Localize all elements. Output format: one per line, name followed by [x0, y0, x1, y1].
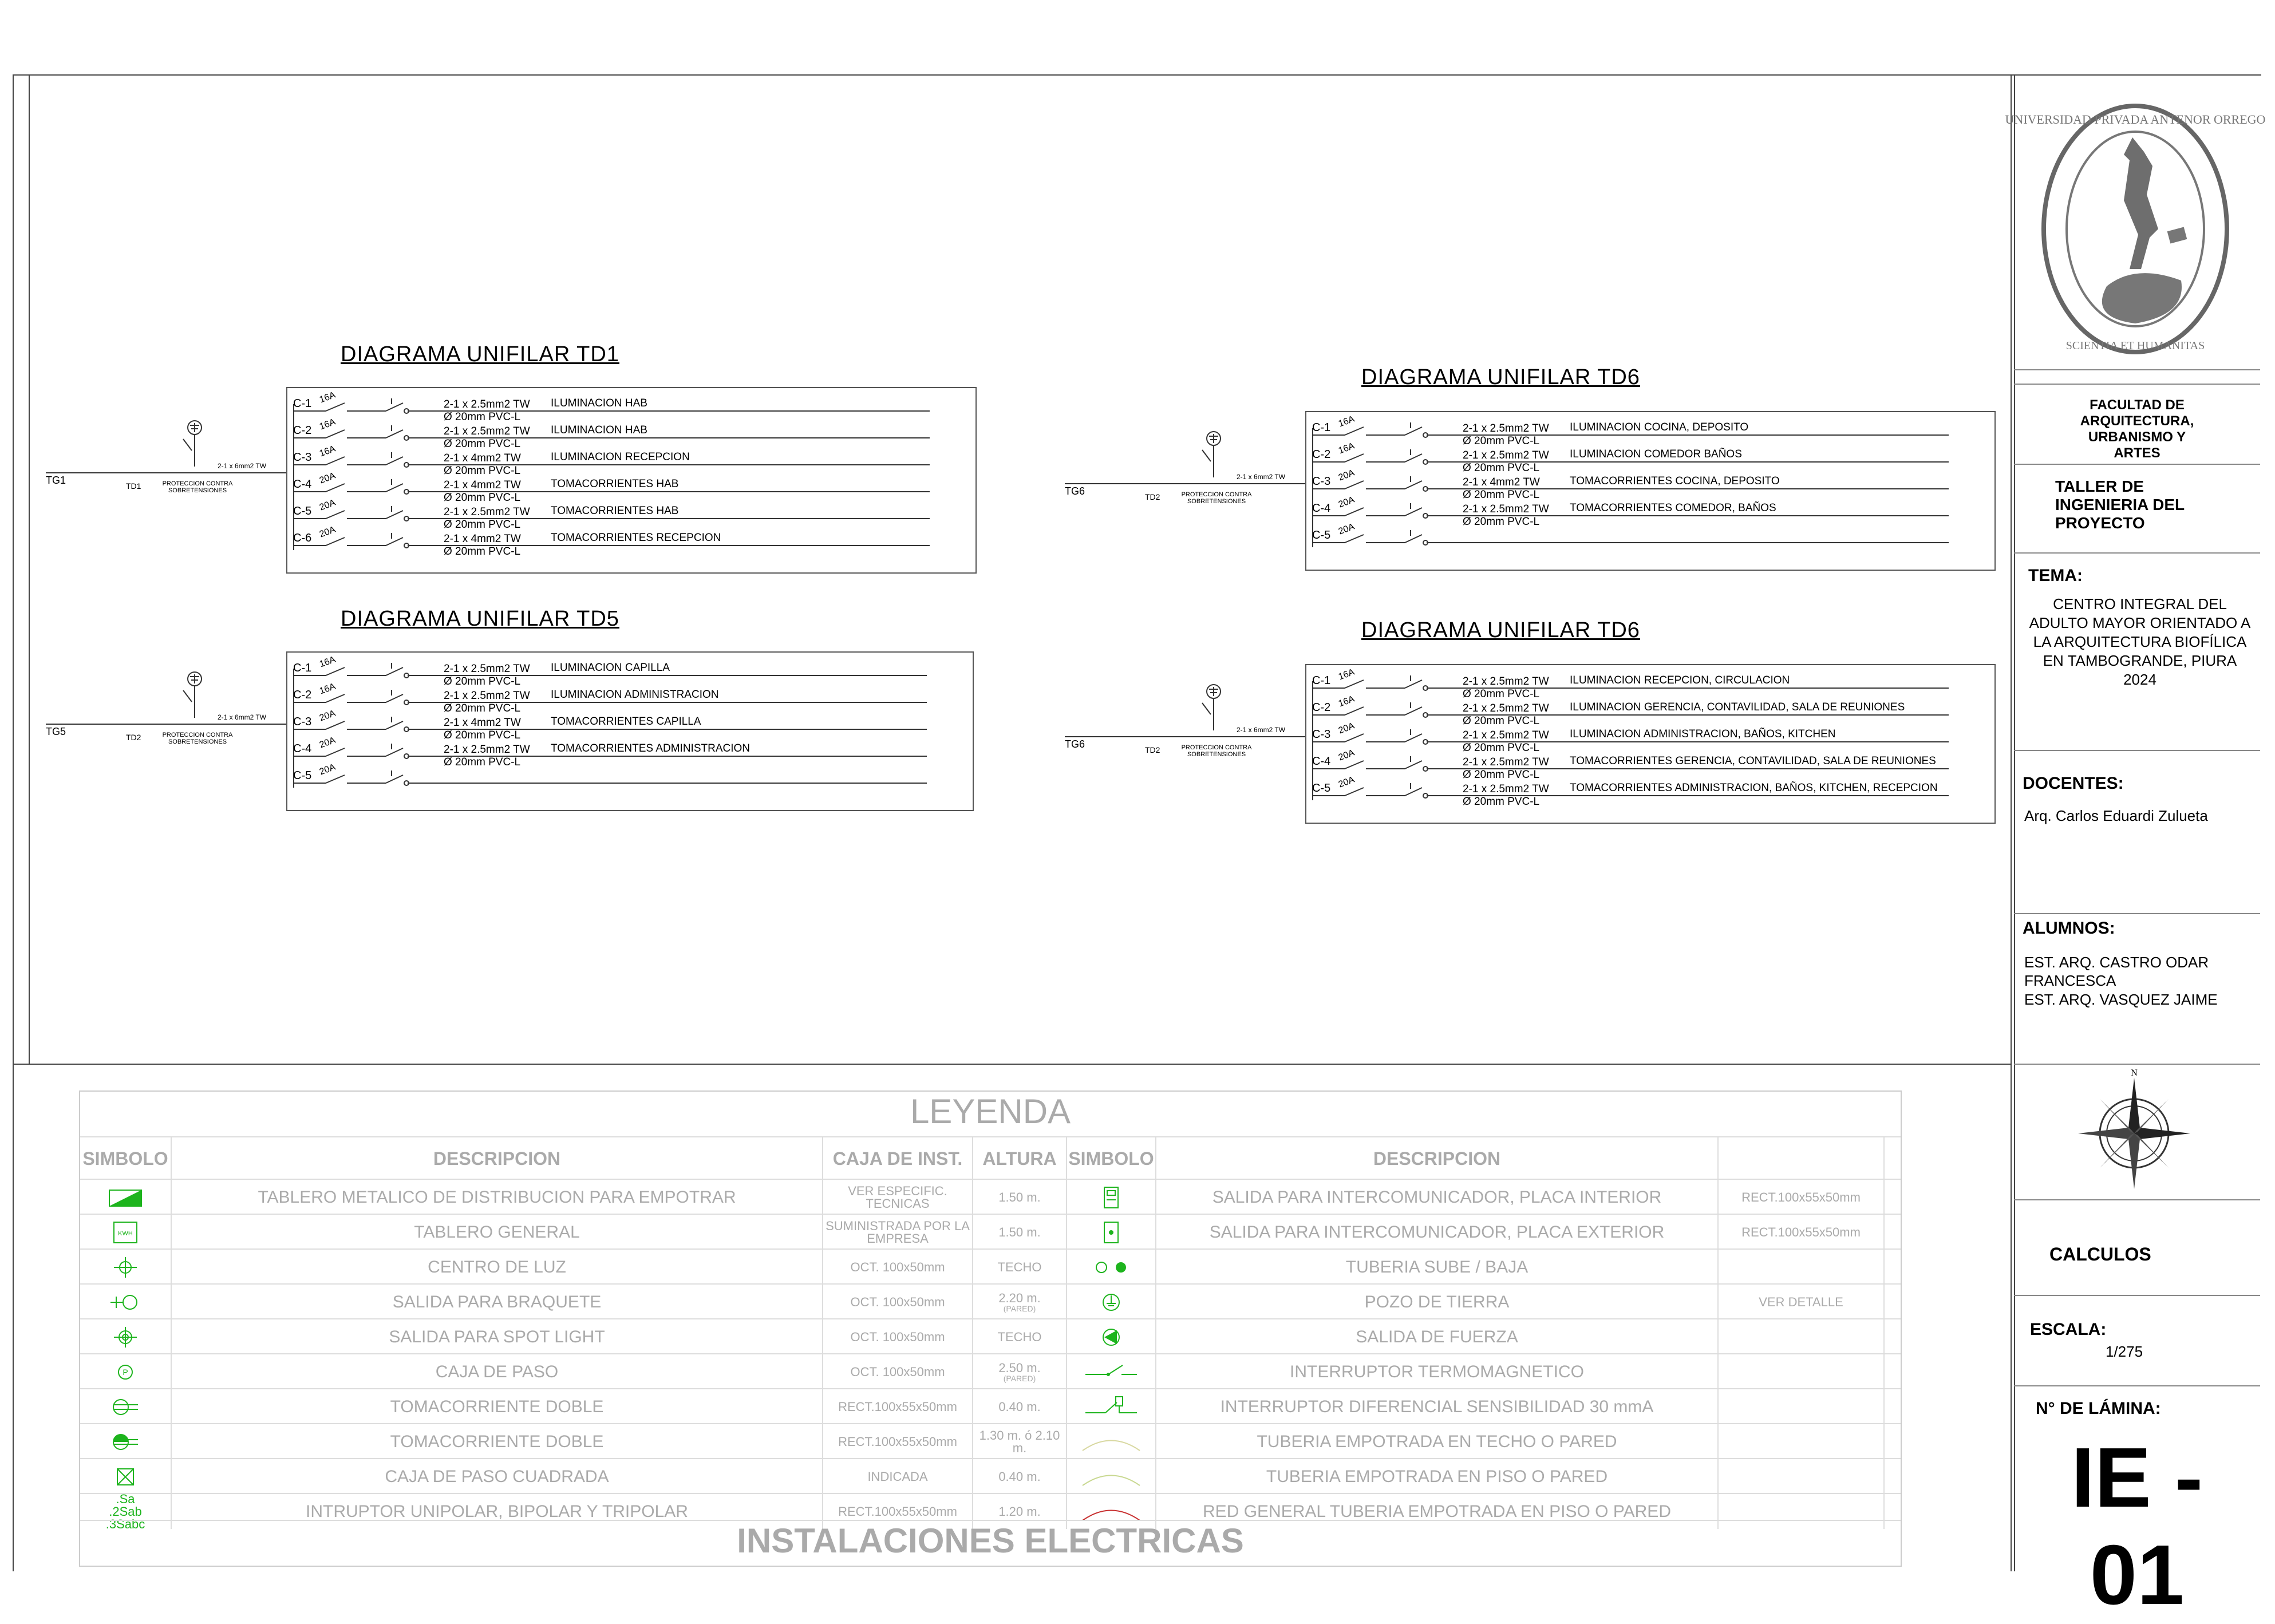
circuit-conduit: Ø 20mm PVC-L [444, 756, 521, 768]
frame-left [13, 74, 14, 1571]
breaker-icon [1313, 674, 1445, 697]
protection-label: PROTECCION CONTRA SOBRETENSIONES [162, 480, 233, 494]
breaker-icon [294, 424, 426, 447]
legend-box-type: OCT. 100x50mm [822, 1319, 972, 1354]
legend-box-type: RECT.100x55x50mm [822, 1424, 972, 1459]
legend-height [972, 1285, 1066, 1319]
circuit-cable: 2-1 x 2.5mm2 TW [1463, 449, 1549, 461]
circuit-rating: 16A [318, 390, 337, 405]
main-cable: 2-1 x 6mm2 TW [1237, 725, 1286, 734]
tablero-metalico-icon [80, 1180, 171, 1215]
circuit-rating: 16A [318, 654, 337, 670]
legend-box-type: OCT. 100x50mm [822, 1354, 972, 1389]
legend-description: TOMACORRIENTE DOBLE [171, 1424, 822, 1459]
switch-symbol-text: .Sa .2Sab .3Sabc [105, 1491, 145, 1531]
circuit-id: C-1 [1312, 674, 1331, 687]
breaker-icon [294, 478, 426, 501]
circuit-rating: 20A [1337, 721, 1356, 736]
legend-height: 1.20 m. [972, 1494, 1066, 1529]
legend-row [80, 1353, 1901, 1389]
docentes-label: DOCENTES: [2023, 774, 2124, 793]
caja-paso-icon [80, 1354, 171, 1389]
north-label: N [2131, 1068, 2138, 1078]
circuit-description: ILUMINACION HAB [551, 397, 647, 409]
legend-table [79, 1090, 1902, 1567]
legend-footer: INSTALACIONES ELECTRICAS [80, 1520, 1901, 1560]
circuit-id: C-3 [1312, 475, 1331, 488]
legend-height-value: 2.20 m. [998, 1290, 1041, 1305]
protection-label: PROTECCION CONTRA SOBRETENSIONES [1181, 491, 1252, 505]
circuit-cable: 2-1 x 4mm2 TW [444, 479, 521, 491]
circuit-rating: 20A [1337, 468, 1356, 483]
breaker-icon [1313, 475, 1445, 498]
legend-row [80, 1179, 1901, 1215]
legend-row [80, 1318, 1901, 1354]
legend-box-type-2 [1717, 1389, 1883, 1424]
circuit-description: TOMACORRIENTES GERENCIA, CONTAVILIDAD, SALA DE REUNIONES [1570, 755, 1936, 767]
tuberia-techo-icon [1066, 1424, 1155, 1459]
calculos-label: CALCULOS [2049, 1244, 2151, 1265]
circuit-cable: 2-1 x 2.5mm2 TW [444, 663, 530, 675]
frame-top [13, 74, 2261, 76]
legend-header-symbol: SIMBOLO [82, 1148, 168, 1169]
circuit-id: C-2 [1312, 701, 1331, 714]
circuit-conduit: Ø 20mm PVC-L [444, 465, 521, 477]
circuit-id: C-4 [293, 742, 312, 755]
legend-description: TABLERO GENERAL [171, 1215, 822, 1250]
circuit-line [1427, 542, 1949, 543]
legend-box-type: SUMINISTRADA POR LA EMPRESA [822, 1215, 972, 1250]
escala-value: 1/275 [2106, 1343, 2143, 1360]
escala-label: ESCALA: [2030, 1320, 2107, 1339]
board-label: TD2 [126, 732, 141, 742]
circuit-conduit: Ø 20mm PVC-L [444, 702, 521, 714]
circuit-rating: 20A [318, 497, 337, 513]
circuit-id: C-5 [1312, 529, 1331, 542]
legend-box-type-2 [1717, 1250, 1883, 1285]
circuit-rating: 20A [318, 524, 337, 540]
circuit-id: C-2 [293, 689, 312, 701]
legend-description: CAJA DE PASO CUADRADA [171, 1459, 822, 1494]
breaker-icon [294, 742, 426, 765]
spot-light-icon [80, 1319, 171, 1354]
legend-box-type-2 [1717, 1459, 1883, 1494]
university-seal [2005, 97, 2266, 361]
legend-box-type: RECT.100x55x50mm [822, 1494, 972, 1529]
circuit-description: TOMACORRIENTES ADMINISTRACION [551, 742, 751, 754]
circuit-rating: 16A [318, 681, 337, 697]
circuit-rating: 20A [1337, 521, 1356, 537]
tb-tema-sec [2014, 552, 2260, 748]
board-label: TD2 [1145, 492, 1160, 501]
circuit-conduit: Ø 20mm PVC-L [444, 411, 521, 423]
legend-header-row [80, 1136, 1901, 1180]
legend-header-height-2 [1883, 1137, 1901, 1180]
legend-description: CAJA DE PASO [171, 1354, 822, 1389]
surge-protector-icon [166, 667, 212, 719]
circuit-cable: 2-1 x 2.5mm2 TW [1463, 503, 1549, 515]
breaker-icon [294, 769, 426, 792]
circuit-cable: 2-1 x 2.5mm2 TW [1463, 702, 1549, 714]
diagram-title: DIAGRAMA UNIFILAR TD1 [341, 342, 619, 366]
alumno-2: EST. ARQ. VASQUEZ JAIME [2024, 991, 2218, 1008]
breaker-icon [1313, 448, 1445, 471]
circuit-id: C-5 [293, 505, 312, 517]
legend-height: 1.50 m. [972, 1180, 1066, 1215]
circuit-cable: 2-1 x 4mm2 TW [444, 533, 521, 545]
legend-height: 0.40 m. [972, 1459, 1066, 1494]
circuit-description: ILUMINACION COMEDOR BAÑOS [1570, 448, 1742, 460]
breaker-icon [1313, 421, 1445, 444]
circuit-description: TOMACORRIENTES COCINA, DEPOSITO [1570, 475, 1780, 487]
circuit-id: C-5 [1312, 782, 1331, 795]
feeder-line [46, 724, 286, 725]
feeder-label: TG6 [1065, 738, 1085, 750]
legend-header-description: DESCRIPCION [171, 1137, 822, 1180]
breaker-icon [1313, 701, 1445, 724]
legend-header-description-2: DESCRIPCION [1155, 1137, 1717, 1180]
diagram-title: DIAGRAMA UNIFILAR TD6 [1361, 618, 1640, 642]
legend-row [80, 1388, 1901, 1424]
circuit-conduit: Ø 20mm PVC-L [1463, 742, 1540, 754]
surge-protector-icon [1185, 680, 1231, 732]
circuit-cable: 2-1 x 2.5mm2 TW [444, 398, 530, 410]
course-name: TALLER DE INGENIERIA DEL PROYECTO [2055, 477, 2185, 532]
legend-row [80, 1458, 1901, 1494]
legend-description-2: SALIDA PARA INTERCOMUNICADOR, PLACA INTERIOR [1155, 1180, 1717, 1215]
legend-description-2: TUBERIA EMPOTRADA EN TECHO O PARED [1155, 1424, 1717, 1459]
breaker-icon [1313, 728, 1445, 751]
breaker-icon [1313, 529, 1445, 552]
circuit-cable: 2-1 x 2.5mm2 TW [1463, 783, 1549, 795]
circuit-id: C-2 [1312, 448, 1331, 461]
circuit-cable: 2-1 x 2.5mm2 TW [444, 690, 530, 702]
breaker-icon [294, 451, 426, 474]
tomacorriente-doble-2-icon [80, 1424, 171, 1459]
legend-header-box-2 [1717, 1137, 1883, 1180]
circuit-description: ILUMINACION ADMINISTRACION, BAÑOS, KITCHEN [1570, 728, 1836, 740]
tb-escala-sec [2014, 1295, 2260, 1370]
diagram-title: DIAGRAMA UNIFILAR TD5 [341, 607, 619, 631]
termomagnetico-icon [1066, 1354, 1155, 1389]
circuit-conduit: Ø 20mm PVC-L [444, 729, 521, 741]
legend-height-note: (PARED) [1003, 1303, 1036, 1313]
tuberia-sube-baja-icon [1066, 1250, 1155, 1285]
main-cable: 2-1 x 6mm2 TW [1237, 472, 1286, 481]
legend-description: INTRUPTOR UNIPOLAR, BIPOLAR Y TRIPOLAR [171, 1494, 822, 1529]
legend-height-2 [1883, 1180, 1901, 1215]
legend-description-2: INTERRUPTOR DIFERENCIAL SENSIBILIDAD 30 mmA [1155, 1389, 1717, 1424]
legend-header-height: ALTURA [972, 1137, 1066, 1180]
circuit-cable: 2-1 x 2.5mm2 TW [444, 425, 530, 437]
legend-height-2 [1883, 1319, 1901, 1354]
breaker-icon [294, 716, 426, 738]
tuberia-piso-icon [1066, 1459, 1155, 1494]
seal-bottom-text: SCIENTIA ET HUMANITAS [2065, 339, 2205, 352]
feeder-label: TG1 [46, 475, 66, 486]
docente-name: Arq. Carlos Eduardi Zulueta [2024, 807, 2208, 824]
circuit-cable: 2-1 x 2.5mm2 TW [444, 506, 530, 518]
tb-faculty-sec2 [2014, 384, 2260, 461]
circuit-line [408, 783, 927, 784]
legend-box-type-2: RECT.100x55x50mm [1717, 1215, 1883, 1250]
circuit-cable: 2-1 x 2.5mm2 TW [1463, 422, 1549, 434]
legend-row [80, 1248, 1901, 1285]
tema-text: CENTRO INTEGRAL DEL ADULTO MAYOR ORIENTADO A LA ARQUITECTURA BIOFÍLICA EN TAMBOGRANDE, PIURA 2024 [2029, 595, 2251, 688]
breaker-icon [1313, 502, 1445, 525]
circuit-rating: 20A [1337, 748, 1356, 763]
legend-description: CENTRO DE LUZ [171, 1250, 822, 1285]
legend-box-type: RECT.100x55x50mm [822, 1389, 972, 1424]
tb-lamina-sec [2014, 1385, 2260, 1622]
circuit-description: ILUMINACION ADMINISTRACION [551, 689, 719, 701]
circuit-description: TOMACORRIENTES RECEPCION [551, 532, 721, 544]
circuit-id: C-3 [1312, 728, 1331, 741]
svg-text:P: P [123, 1367, 128, 1377]
circuit-conduit: Ø 20mm PVC-L [1463, 489, 1540, 501]
circuit-description: TOMACORRIENTES HAB [551, 478, 679, 490]
legend-row [80, 1283, 1901, 1319]
circuit-rating: 20A [318, 735, 337, 750]
circuit-rating: 20A [318, 708, 337, 724]
breaker-icon [1313, 782, 1445, 805]
legend-height-2 [1883, 1250, 1901, 1285]
feeder-line [1065, 483, 1305, 484]
legend-description-2: TUBERIA SUBE / BAJA [1155, 1250, 1717, 1285]
circuit-id: C-3 [293, 451, 312, 464]
svg-text:KWH: KWH [118, 1230, 133, 1237]
legend-description: TABLERO METALICO DE DISTRIBUCION PARA EMPOTRAR [171, 1180, 822, 1215]
breaker-icon [294, 532, 426, 555]
legend-description: SALIDA PARA SPOT LIGHT [171, 1319, 822, 1354]
circuit-rating: 16A [1337, 667, 1356, 682]
legend-box-type-2: RECT.100x55x50mm [1717, 1180, 1883, 1215]
legend-height: TECHO [972, 1250, 1066, 1285]
legend-row [80, 1423, 1901, 1459]
circuit-id: C-3 [293, 716, 312, 728]
intercomunicador-exterior-icon [1066, 1215, 1155, 1250]
legend-header-symbol-2: SIMBOLO [1066, 1137, 1155, 1180]
salida-fuerza-icon [1066, 1319, 1155, 1354]
breaker-icon [294, 505, 426, 528]
caja-paso-cuadrada-icon [80, 1459, 171, 1494]
circuit-description: TOMACORRIENTES ADMINISTRACION, BAÑOS, KITCHEN, RECEPCION [1570, 782, 1938, 794]
legend-description-2: TUBERIA EMPOTRADA EN PISO O PARED [1155, 1459, 1717, 1494]
legend-height-2 [1883, 1215, 1901, 1250]
legend-description-2: POZO DE TIERRA [1155, 1285, 1717, 1319]
feeder-label: TG5 [46, 725, 66, 737]
lamina-label: N° DE LÁMINA: [2036, 1399, 2161, 1418]
legend-description: TOMACORRIENTE DOBLE [171, 1389, 822, 1424]
circuit-rating: 20A [318, 762, 337, 777]
frame-right-divider [2011, 74, 2012, 1571]
legend-header-box: CAJA DE INST. [822, 1137, 972, 1180]
breaker-icon [1313, 755, 1445, 778]
circuit-description: ILUMINACION RECEPCION [551, 451, 690, 463]
circuit-description: ILUMINACION GERENCIA, CONTAVILIDAD, SALA DE REUNIONES [1570, 701, 1905, 713]
legend-title: LEYENDA [910, 1092, 1071, 1131]
circuit-id: C-6 [293, 532, 312, 544]
circuit-id: C-4 [293, 478, 312, 491]
main-cable: 2-1 x 6mm2 TW [218, 462, 267, 470]
legend-height-2 [1883, 1459, 1901, 1494]
tb-docentes-sec [2014, 750, 2260, 911]
legend-description-2: RED GENERAL TUBERIA EMPOTRADA EN PISO O PARED [1155, 1494, 1717, 1529]
feeder-line [46, 472, 286, 473]
pozo-tierra-icon [1066, 1285, 1155, 1319]
legend-description: SALIDA PARA BRAQUETE [171, 1285, 822, 1319]
legend-height-2 [1883, 1389, 1901, 1424]
legend-description-2: SALIDA DE FUERZA [1155, 1319, 1717, 1354]
circuit-conduit: Ø 20mm PVC-L [1463, 688, 1540, 700]
tb-calculos-sec [2014, 1199, 2260, 1292]
legend-description-2: INTERRUPTOR TERMOMAGNETICO [1155, 1354, 1717, 1389]
circuit-rating: 20A [1337, 775, 1356, 790]
tb-faculty-sec [2014, 369, 2260, 378]
circuit-id: C-4 [1312, 755, 1331, 768]
tb-alumnos-sec [2014, 913, 2260, 1063]
frame-left-inner [29, 74, 30, 1065]
circuit-conduit: Ø 20mm PVC-L [1463, 769, 1540, 781]
circuit-cable: 2-1 x 4mm2 TW [444, 452, 521, 464]
breaker-icon [294, 662, 426, 685]
feeder-label: TG6 [1065, 485, 1085, 497]
intercomunicador-interior-icon [1066, 1180, 1155, 1215]
legend-box-type-2 [1717, 1354, 1883, 1389]
feeder-line [1065, 736, 1305, 737]
legend-box-type-2 [1717, 1424, 1883, 1459]
legend-box-type: OCT. 100x50mm [822, 1285, 972, 1319]
circuit-id: C-1 [293, 397, 312, 410]
circuit-description: TOMACORRIENTES HAB [551, 505, 679, 517]
legend-box-type: OCT. 100x50mm [822, 1250, 972, 1285]
tomacorriente-doble-icon [80, 1389, 171, 1424]
legend-height-2 [1883, 1285, 1901, 1319]
circuit-cable: 2-1 x 2.5mm2 TW [1463, 756, 1549, 768]
circuit-rating: 16A [318, 417, 337, 432]
board-label: TD1 [126, 481, 141, 491]
circuit-conduit: Ø 20mm PVC-L [1463, 796, 1540, 808]
circuit-id: C-1 [1312, 421, 1331, 434]
legend-height: 0.40 m. [972, 1389, 1066, 1424]
legend-height-note: (PARED) [1003, 1373, 1036, 1383]
diferencial-icon [1066, 1389, 1155, 1424]
north-arrow-icon [2071, 1068, 2197, 1194]
circuit-description: ILUMINACION HAB [551, 424, 647, 436]
circuit-description: ILUMINACION COCINA, DEPOSITO [1570, 421, 1749, 433]
diagram-title: DIAGRAMA UNIFILAR TD6 [1361, 365, 1640, 389]
circuit-id: C-1 [293, 662, 312, 674]
circuit-cable: 2-1 x 2.5mm2 TW [1463, 729, 1549, 741]
legend-box-type: INDICADA [822, 1459, 972, 1494]
circuit-conduit: Ø 20mm PVC-L [444, 519, 521, 531]
circuit-description: ILUMINACION CAPILLA [551, 662, 670, 674]
circuit-id: C-5 [293, 769, 312, 782]
legend-height-2 [1883, 1354, 1901, 1389]
circuit-rating: 16A [1337, 694, 1356, 709]
legend-box-type-2 [1717, 1319, 1883, 1354]
protection-label: PROTECCION CONTRA SOBRETENSIONES [162, 731, 233, 745]
circuit-id: C-4 [1312, 502, 1331, 515]
tb-course-sec [2014, 464, 2260, 551]
legend-box-type-2: VER DETALLE [1717, 1285, 1883, 1319]
faculty-name: FACULTAD DE ARQUITECTURA, URBANISMO Y ARTES [2080, 397, 2194, 461]
frame-mid-divider [13, 1064, 2011, 1065]
breaker-icon [294, 689, 426, 712]
circuit-cable: 2-1 x 2.5mm2 TW [444, 744, 530, 756]
circuit-rating: 20A [1337, 495, 1356, 510]
circuit-description: ILUMINACION RECEPCION, CIRCULACION [1570, 674, 1790, 686]
circuit-cable: 2-1 x 2.5mm2 TW [1463, 675, 1549, 687]
alumno-1: EST. ARQ. CASTRO ODAR FRANCESCA [2024, 954, 2209, 989]
circuit-description: TOMACORRIENTES COMEDOR, BAÑOS [1570, 502, 1776, 514]
surge-protector-icon [166, 416, 212, 468]
circuit-conduit: Ø 20mm PVC-L [1463, 715, 1540, 727]
legend-box-type: VER ESPECIFIC. TECNICAS [822, 1180, 972, 1215]
circuit-cable: 2-1 x 4mm2 TW [1463, 476, 1540, 488]
circuit-conduit: Ø 20mm PVC-L [1463, 435, 1540, 447]
surge-protector-icon [1185, 427, 1231, 479]
legend-height: 1.30 m. ó 2.10 m. [972, 1424, 1066, 1459]
seal-top-text: UNIVERSIDAD PRIVADA ANTENOR ORREGO [2005, 112, 2266, 127]
circuit-cable: 2-1 x 4mm2 TW [444, 717, 521, 729]
legend-description-2: SALIDA PARA INTERCOMUNICADOR, PLACA EXTERIOR [1155, 1215, 1717, 1250]
circuit-rating: 16A [1337, 441, 1356, 456]
circuit-conduit: Ø 20mm PVC-L [444, 675, 521, 687]
legend-height: TECHO [972, 1319, 1066, 1354]
circuit-description: TOMACORRIENTES CAPILLA [551, 716, 701, 728]
main-cable: 2-1 x 6mm2 TW [218, 713, 267, 721]
tb-north-sec [2014, 1064, 2260, 1196]
circuit-conduit: Ø 20mm PVC-L [1463, 516, 1540, 528]
circuit-rating: 20A [318, 471, 337, 486]
legend-height-2 [1883, 1424, 1901, 1459]
tablero-general-icon [80, 1215, 171, 1250]
circuit-conduit: Ø 20mm PVC-L [444, 546, 521, 558]
legend-height [972, 1354, 1066, 1389]
centro-de-luz-icon [80, 1250, 171, 1285]
circuit-conduit: Ø 20mm PVC-L [444, 438, 521, 450]
lamina-number: IE - 01 [2071, 1431, 2203, 1622]
circuit-conduit: Ø 20mm PVC-L [444, 492, 521, 504]
circuit-rating: 16A [1337, 414, 1356, 429]
tema-label: TEMA: [2028, 566, 2083, 585]
board-label: TD2 [1145, 745, 1160, 754]
legend-height: 1.50 m. [972, 1215, 1066, 1250]
breaker-icon [294, 397, 426, 420]
circuit-id: C-2 [293, 424, 312, 437]
legend-height-value: 2.50 m. [998, 1360, 1041, 1375]
braquete-icon [80, 1285, 171, 1319]
circuit-conduit: Ø 20mm PVC-L [1463, 462, 1540, 474]
circuit-rating: 16A [318, 444, 337, 459]
legend-row [80, 1214, 1901, 1250]
protection-label: PROTECCION CONTRA SOBRETENSIONES [1181, 744, 1252, 758]
alumnos-label: ALUMNOS: [2023, 919, 2115, 938]
